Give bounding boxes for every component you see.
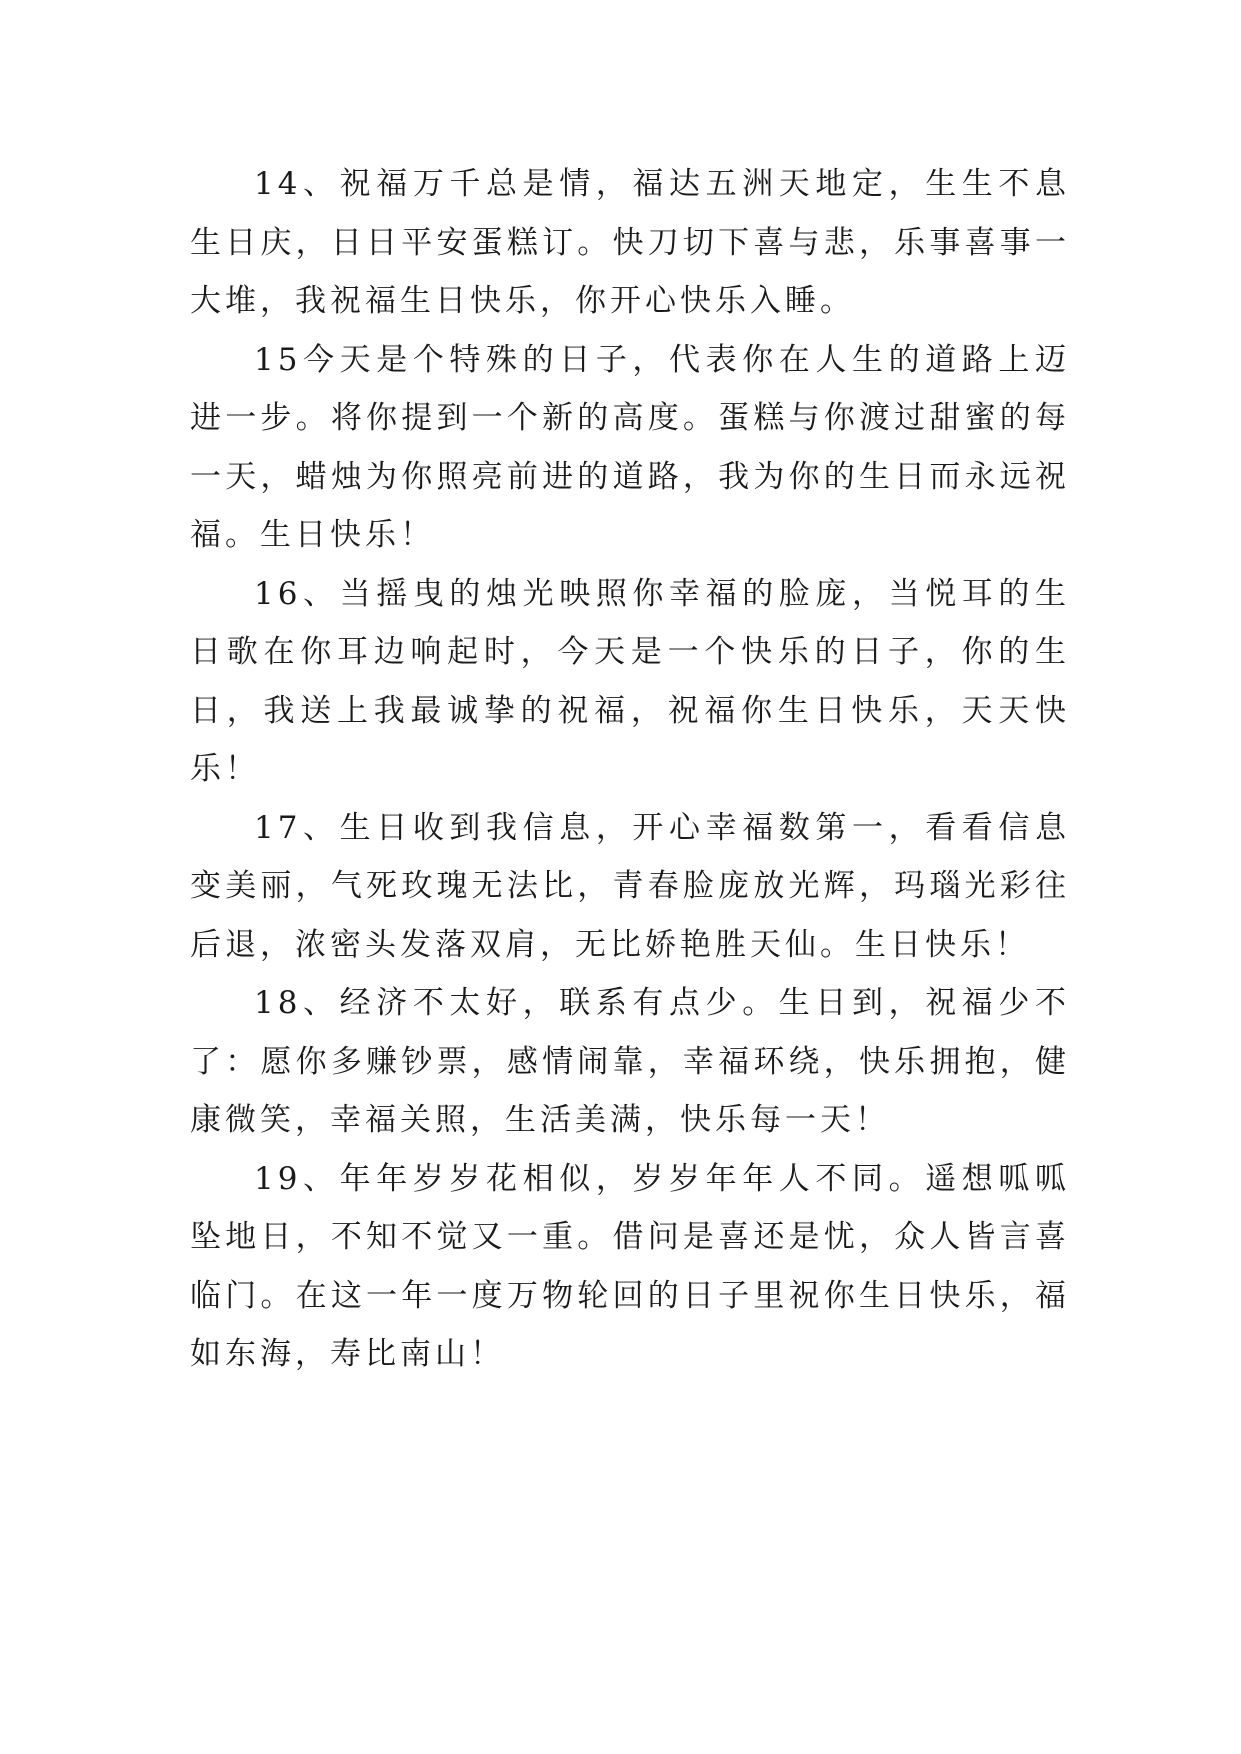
paragraph-19: 19、年年岁岁花相似，岁岁年年人不同。遥想呱呱坠地日，不知不觉又一重。借问是喜还是忧，众人皆言喜临门。在这一年一度万物轮回的日子里祝你生日快乐，福如东海，寿比南山！: [190, 1160, 1070, 1372]
paragraph-16: 16、当摇曳的烛光映照你幸福的脸庞，当悦耳的生日歌在你耳边响起时，今天是一个快乐的日子，你的生日，我送上我最诚挚的祝福，祝福你生日快乐，天天快乐！: [190, 575, 1070, 787]
document-body: [190, 155, 1070, 1384]
paragraph-17: 17、生日收到我信息，开心幸福数第一，看看信息变美丽，气死玫瑰无法比，青春脸庞放光辉，玛瑙光彩往后退，浓密头发落双肩，无比娇艳胜天仙。生日快乐！: [190, 809, 1070, 963]
paragraph-14: 14、祝福万千总是情，福达五洲天地定，生生不息生日庆，日日平安蛋糕订。快刀切下喜与悲，乐事喜事一大堆，我祝福生日快乐，你开心快乐入睡。: [190, 166, 1070, 319]
paragraph-15: 15今天是个特殊的日子，代表你在人生的道路上迈进一步。将你提到一个新的高度。蛋糕与你渡过甜蜜的每一天，蜡烛为你照亮前进的道路，我为你的生日而永远祝福。生日快乐！: [190, 341, 1070, 553]
paragraph-18: 18、经济不太好，联系有点少。生日到，祝福少不了：愿你多赚钞票，感情闹靠，幸福环绕，快乐拥抱，健康微笑，幸福关照，生活美满，快乐每一天！: [190, 985, 1070, 1138]
